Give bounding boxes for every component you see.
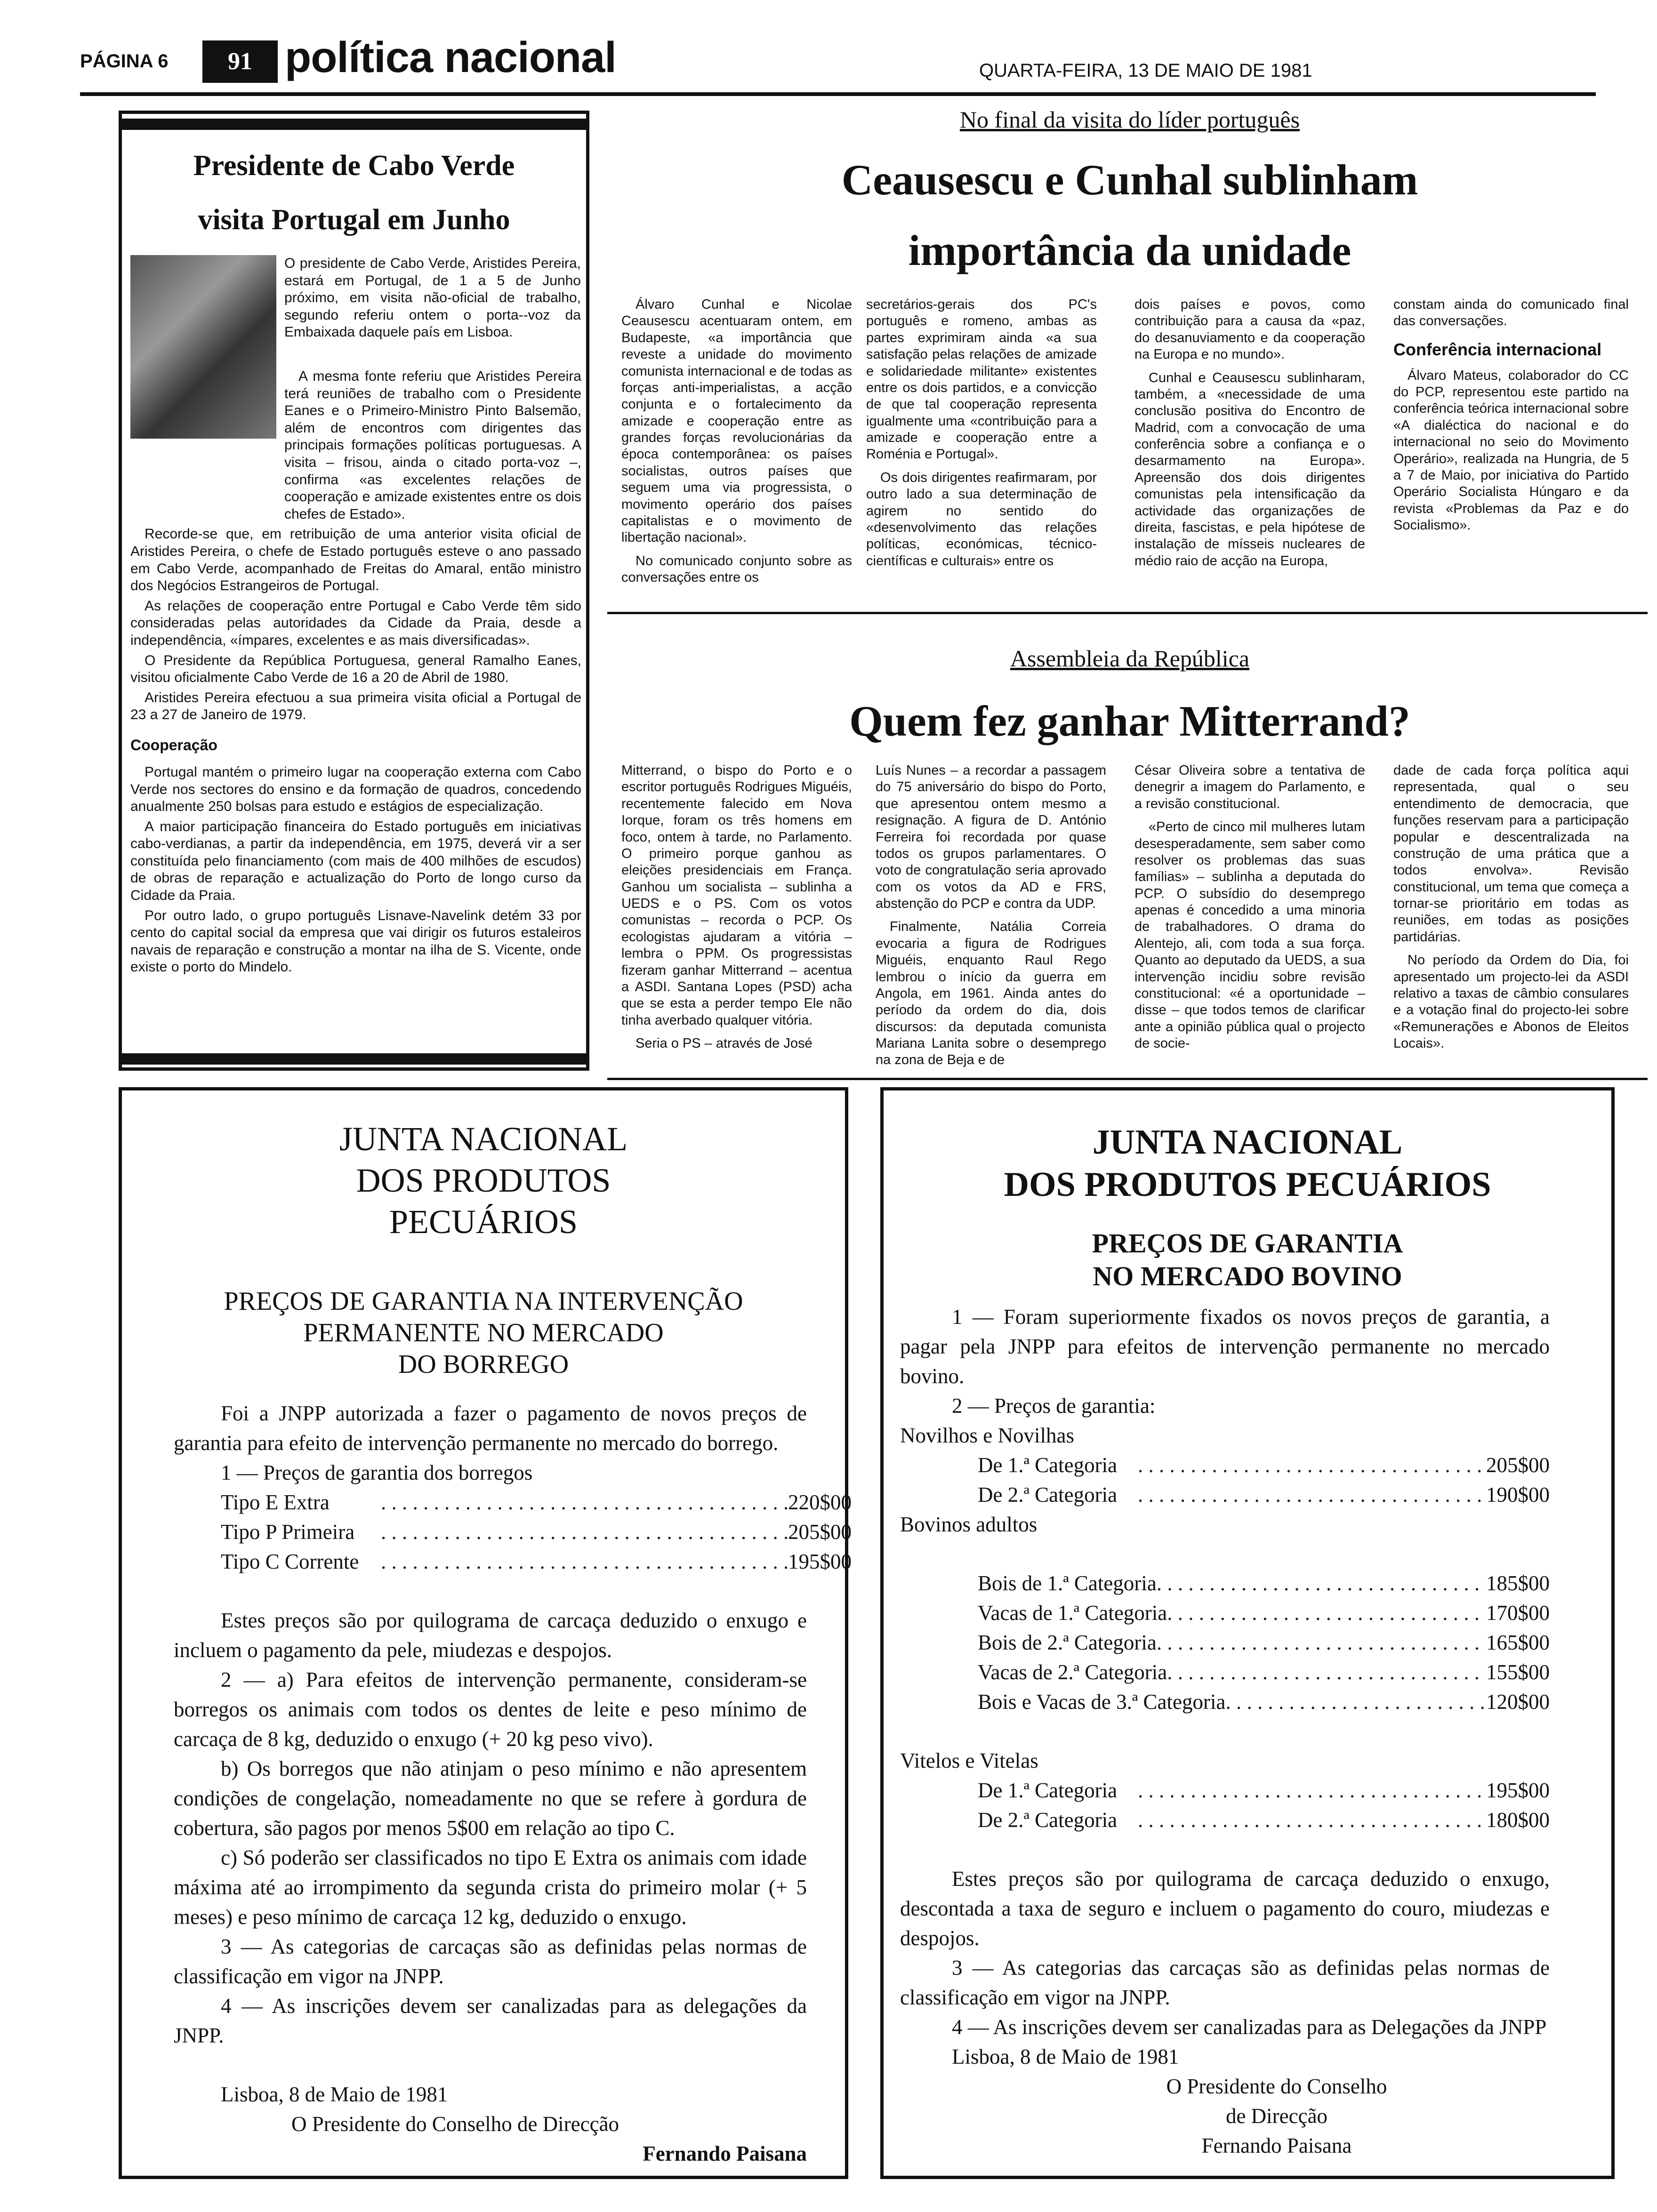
cabo-verde-article [119,111,589,1071]
leader-dots [1138,1776,1486,1805]
ad-bovino-signatory-name: Fernando Paisana [1201,2134,1352,2157]
bovinos-price-label: Bois de 1.ª Categoria [978,1571,1157,1595]
borrego-price-row [221,1488,852,1517]
leader-dots [1225,1687,1486,1717]
article-title-line1: Presidente de Cabo Verde [193,150,515,182]
ad-borrego-place-date: Lisboa, 8 de Maio de 1981 [221,2083,448,2106]
bovinos-price-row [978,1569,1550,1598]
ad-bovino-title: JUNTA NACIONAL DOS PRODUTOS PECUÁRIOS [1004,1123,1491,1204]
novilhos-price-price: 190$00 [1486,1483,1550,1507]
leader-dots [1157,1628,1486,1658]
article-body: A mesma fonte referiu que Aristides Pereira terá reuniões de trabalho com o Presidente Eanes e o Primeiro-Ministro Pinto Balsemão, além de encontros com dirigentes das principais formações políticas portuguesas. A visita – frisou, ainda o citado porta-voz –, confirma «as excelentes relações de cooperação e amizade existentes entre os dois chefes de Estado». Recorde-se que, em retribuição de uma anterior visita oficial de Aristides Pereira, o chefe de Estado português esteve o ano passado em Cabo Verde, acompanhado de Freitas do Amaral, então ministro dos Negócios Estrangeiros de Portugal. As relações de cooperação entre Portugal e Cabo Verde têm sido consideradas pelas autoridades da Cidade da Praia, desde a independência, «ímpares, excelentes e as mais diversificadas». O Presidente da República Portuguesa, general Ramalho Eanes, visitou oficialmente Cabo Verde de 16 a 20 de Abril de 1980. Aristides Pereira efectuou a sua primeira visita oficial a Portugal de 23 a 27 de Janeiro de 1979. Cooperação Portugal mantém o primeiro lugar na cooperação externa com Cabo Verde nos sectores do ensino e da formação de quadros, concedendo anualmente 250 bolsas para estudo e estágios de especialização. A maior participação financeira do Estado português em iniciativas cabo-verdianas, a partir da independência, em 1975, deverá vir a ser constituída pelo financiamento (com mais de 400 milhões de escudos) de obras de reparação e actualização do Porto de longo curso da Cidade da Praia. Por outro lado, o grupo português Lisnave-Navelink detém 33 por cento do capital social da empresa que vai dirigir os futuros estaleiros navais de reparação e construção a montar na ilha de S. Vicente, onde existe o porto do Mindelo. [130,369,581,975]
leader-dots [381,1517,788,1547]
borrego-price-price: 195$00 [788,1550,852,1573]
ceausescu-headline-1: Ceausescu e Cunhal sublinham [841,156,1418,204]
ad-borrego-body: Foi a JNPP autorizada a fazer o pagamento de novos preços de garantia para efeito de intervenção permanente no mercado do borrego. 1 — Preços de garantia dos borregos Tipo E Extra . . . 220$00 Tipo P Primeira . . . 205$00 Tipo C Corrente . . . 195$00 Estes preços são por quilograma de carcaça deduzido o enxugo e incluem o pagamento da pele, miudezas e despojos. 2 — a) Para efeitos de intervenção permanente, consideram-se borregos os animais com todos os dentes de leite e peso mínimo de carcaça de 8 kg, deduzido o enxugo (+ 20 kg peso vivo). b) Os borregos que não atinjam o peso mínimo e não apresentem condições de congelação, nomeadamente no que se refere à gordura de cobertura, são pagos por menos 5$00 em relação ao tipo C. c) Só poderão ser classificados no tipo E Extra os animais com idade máxima até ao irrompimento da segunda crista do primeiro molar (+ 5 meses) e peso mínimo de carcaça 12 kg, deduzido o enxugo. 3 — As categorias de carcaças são as definidas pelas normas de classificação em vigor na JNPP. 4 — As inscrições devem ser canalizadas para as delegações da JNPP. Lisboa, 8 de Maio de 1981 O Presidente do Conselho de Direcção Fernando Paisana [174,1399,807,2169]
bovinos-price-row [978,1687,1550,1717]
bovinos-price-table [978,1569,1550,1717]
vitelos-price-label: De 1.ª Categoria [978,1779,1118,1802]
leader-dots [1157,1569,1486,1598]
leader-dots [1138,1480,1486,1510]
ad-bovino-signatory-1: O Presidente do Conselho [1166,2075,1387,2098]
bovinos-price-price: 170$00 [1486,1601,1550,1625]
article-title-line2: visita Portugal em Junho [198,204,510,236]
borrego-price-row [221,1517,852,1547]
group-novilhos: Novilhos e Novilhas [900,1424,1074,1447]
novilhos-price-table [978,1451,1550,1510]
article-lead: O presidente de Cabo Verde, Aristides Pereira, estará em Portugal, de 1 a 5 de Junho próximo, em visita não-oficial de trabalho, segundo referiu ontem o porta--voz da Embaixada daquele país em Lisboa. [284,256,581,340]
novilhos-price-label: De 1.ª Categoria [978,1453,1118,1477]
borrego-price-label: Tipo C Corrente [221,1550,359,1573]
article-divider [607,612,1648,614]
borrego-price-price: 220$00 [788,1491,852,1514]
bovinos-price-label: Bois de 2.ª Categoria [978,1631,1157,1654]
mitterrand-col-2: Luís Nunes – a recordar a passagem do 75 aniversário do bispo do Porto, que apresentou ontem mesmo a resignação. A figura de D. António Ferreira foi recordada por quase todos os grupos parlamentares. O voto de congratulação seria aprovado com os votos da AD e FRS, abstenção do PCP e contra da UDP. Finalmente, Natália Correia evocaria a figura de Rodrigues Miguéis, enquanto Raul Rego lembrou o início da guerra em Angola, em 1961. Ainda antes do período da ordem do dia, dois discursos: da deputada comunista Mariana Lanita sobre o desemprego na zona de Beja e de [876,763,1106,1068]
ceausescu-col-3: dois países e povos, como contribuição para a causa da «paz, do desanuviamento e da cooperação na Europa e no mundo». Cunhal e Ceausescu sublinharam, também, a «necessidade de uma conclusão positiva do Encontro de Madrid, com a convocação de uma conferência sobre a confiança e o desarmamento na Europa». Apreensão dos dois dirigentes comunistas pela intensificação da actividade das organizações de direita, fascistas, e pela hipótese de instalação de mísseis nucleares de médio raio de acção na Europa, [1134,297,1365,569]
mitterrand-kicker: Assembleia da República [1010,645,1250,672]
leader-dots [1138,1805,1486,1835]
borrego-price-label: Tipo P Primeira [221,1520,355,1544]
bovinos-price-label: Bois e Vacas de 3.ª Categoria [978,1690,1226,1714]
ad-borrego-signatory-name: Fernando Paisana [643,2142,807,2165]
leader-dots [381,1488,788,1517]
bovinos-price-price: 155$00 [1486,1660,1550,1684]
vitelos-price-row [978,1776,1550,1805]
subhead-cooperacao: Cooperação [130,736,217,753]
group-bovinos-adultos: Bovinos adultos [900,1513,1038,1536]
bovinos-price-row [978,1658,1550,1687]
novilhos-price-price: 205$00 [1486,1453,1550,1477]
vitelos-price-price: 180$00 [1486,1808,1550,1832]
leader-dots [381,1547,788,1577]
borrego-price-label: Tipo E Extra [221,1491,330,1514]
page-number: PÁGINA 6 [80,51,169,72]
ad-bovino-place-date: Lisboa, 8 de Maio de 1981 [952,2045,1179,2068]
ad-borrego-subtitle: PREÇOS DE GARANTIA NA INTERVENÇÃO PERMANENTE NO MERCADO DO BORREGO [224,1287,743,1379]
vitelos-price-label: De 2.ª Categoria [978,1808,1118,1832]
bovinos-price-label: Vacas de 1.ª Categoria [978,1601,1167,1625]
article-bottom-divider [607,1078,1648,1080]
box-top-bar [122,119,586,130]
novilhos-price-row [978,1480,1550,1510]
bovinos-price-row [978,1598,1550,1628]
ad-borrego [119,1087,852,2179]
bovinos-price-label: Vacas de 2.ª Categoria [978,1660,1167,1684]
section-logo: 91 [202,40,278,83]
bovinos-price-row [978,1628,1550,1658]
novilhos-price-label: De 2.ª Categoria [978,1483,1118,1507]
box-bottom-bar [122,1053,586,1065]
mitterrand-col-3: César Oliveira sobre a tentativa de denegrir a imagem do Parlamento, e a revisão constitucional. «Perto de cinco mil mulheres lutam desesperadamente, sem saber como resolver os problemas das suas famílias» – sublinha a deputada do PCP. O subsídio do desemprego apenas é concedido a uma minoria de trabalhadores. O drama do Alentejo, ali, com toda a sua força. Quanto ao deputado da UEDS, a sua intervenção incidiu sobre revisão constitucional: «é a oportunidade – disse – que todos temos de clarificar ante a opinião pública qual o projecto de socie- [1134,763,1365,1051]
ceausescu-col-4: constam ainda do comunicado final das conversações. Conferência internacional Álvaro Mateus, colaborador do CC do PCP, representou este partido na conferência teórica internacional sobre «A dialéctica do nacional e do internacional no seio do Movimento Operário», realizada na Hungria, de 5 a 7 de Maio, por iniciativa do Partido Operário Socialista Húngaro e da revista «Problemas da Paz e do Socialismo». [1393,297,1629,533]
borrego-price-row [221,1547,852,1577]
ad-borrego-signatory-title: O Presidente do Conselho de Direcção [291,2112,619,2136]
vitelos-price-price: 195$00 [1486,1779,1550,1802]
ad-bovino-body: 1 — Foram superiormente fixados os novos preços de garantia, a pagar pela JNPP para efeitos de intervenção permanente no mercado bovino. 2 — Preços de garantia: Novilhos e Novilhas De 1.ª Categoria . . . 205$00 De 2.ª Categoria . . . 190$00 Bovinos adultos Bois de 1.ª Categoria . . . 185$00 Vacas de 1.ª Categoria . . . 170$00 Bois de 2.ª Categoria . . . 165$00 Vacas de 2.ª Categoria . . . 155$00 Bois e Vacas de 3.ª Categoria . . . 120$00 Vitelos e Vitelas De 1.ª Categoria . . . 195$00 De 2.ª Categoria . . . 180$00 Estes preços são por quilograma de carcaça deduzido o enxugo, descontada a taxa de seguro e incluem o pagamento do couro, miudezas e despojos. 3 — As categorias das carcaças são as definidas pelas normas de classificação em vigor na JNPP. 4 — As inscrições devem ser canalizadas para as Delegações da JNPP Lisboa, 8 de Maio de 1981 O Presidente do Conselho de Direcção Fernando Paisana [900,1302,1550,2161]
ceausescu-col-2: secretários-gerais dos PC's português e romeno, ambas as partes exprimiram ainda «a sua satisfação pelas relações de amizade e solidariedade militante» existentes entre os dois partidos, e a convicção de que tal cooperação representa igualmente uma «contribuição para a amizade e cooperação entre a Roménia e Portugal». Os dois dirigentes reafirmaram, por outro lado a sua determinação de agirem no sentido do «desenvolvimento das relações políticas, económicas, técnico-científicas e culturais» entre os [866,297,1097,569]
mitterrand-col-4: dade de cada força política aqui representada, qual o seu entendimento de democracia, que funções reservam para a participação popular e descentralizada na construção de uma prática que a todos envolva». Revisão constitucional, um tema que começa a tornar-se prioritário em todas as reuniões, em todas as posições partidárias. No período da Ordem do Dia, foi apresentado um projecto-lei da ASDI relativo a taxas de câmbio consulares e a votação final do projecto-lei sobre «Remunerações e Abonos de Eleitos Locais». [1393,763,1629,1051]
mitterrand-col-1: Mitterrand, o bispo do Porto e o escritor português Rodrigues Miguéis, recentemente falecido em Nova Iorque, foram os três homens em foco, ontem à tarde, no Parlamento. O primeiro porque ganhou as eleições presidenciais em França. Ganhou um socialista – sublinha a UEDS e o PS. Com os votos comunistas – recorda o PCP. Os ecologistas ajudaram a vitória – lembra o PPM. Os progressistas fizeram ganhar Mitterrand – acentua a ASDI. Santana Lopes (PSD) acha que se esta a perder tempo Ele não tinha averbado qualquer vitória. Seria o PS – através de José [621,763,852,1051]
vitelos-price-table [978,1776,1550,1835]
novilhos-price-row [978,1451,1550,1480]
leader-dots [1167,1658,1486,1687]
ad-bovino-signatory-2: de Direcção [1225,2104,1328,2128]
section-title: política nacional [285,33,616,81]
header-rule [80,92,1596,96]
bovinos-price-price: 165$00 [1486,1631,1550,1654]
bovinos-price-price: 120$00 [1486,1690,1550,1714]
vitelos-price-row [978,1805,1550,1835]
ad-bovino-subtitle: PREÇOS DE GARANTIA NO MERCADO BOVINO [1092,1228,1403,1291]
leader-dots [1167,1598,1486,1628]
subhead-conferencia: Conferência internacional [1393,339,1602,359]
ad-borrego-title: JUNTA NACIONAL DOS PRODUTOS PECUÁRIOS [339,1120,628,1241]
group-vitelos: Vitelos e Vitelas [900,1749,1038,1772]
bovinos-price-price: 185$00 [1486,1571,1550,1595]
ceausescu-headline-2: importância da unidade [908,226,1351,274]
ad-bovino [880,1087,1615,2179]
issue-date: QUARTA-FEIRA, 13 DE MAIO DE 1981 [979,60,1312,81]
ceausescu-col-1: Álvaro Cunhal e Nicolae Ceausescu acentuaram ontem, em Budapeste, «a importância que reveste a unidade do movimento comunista internacional e de todas as forças anti-imperialistas, a acção conjunta e o fortalecimento da amizade e cooperação entre as grandes forças revolucionárias da época contemporânea: os países socialistas, outros países que seguem uma via progressista, o movimento operário dos países capitalistas e o movimento de libertação nacional». No comunicado conjunto sobre as conversações entre os [621,297,852,585]
borrego-price-price: 205$00 [788,1520,852,1544]
mitterrand-headline: Quem fez ganhar Mitterrand? [849,697,1410,745]
ceausescu-kicker: No final da visita do líder português [959,106,1300,133]
leader-dots [1138,1451,1486,1480]
borrego-price-table [174,1488,852,1577]
